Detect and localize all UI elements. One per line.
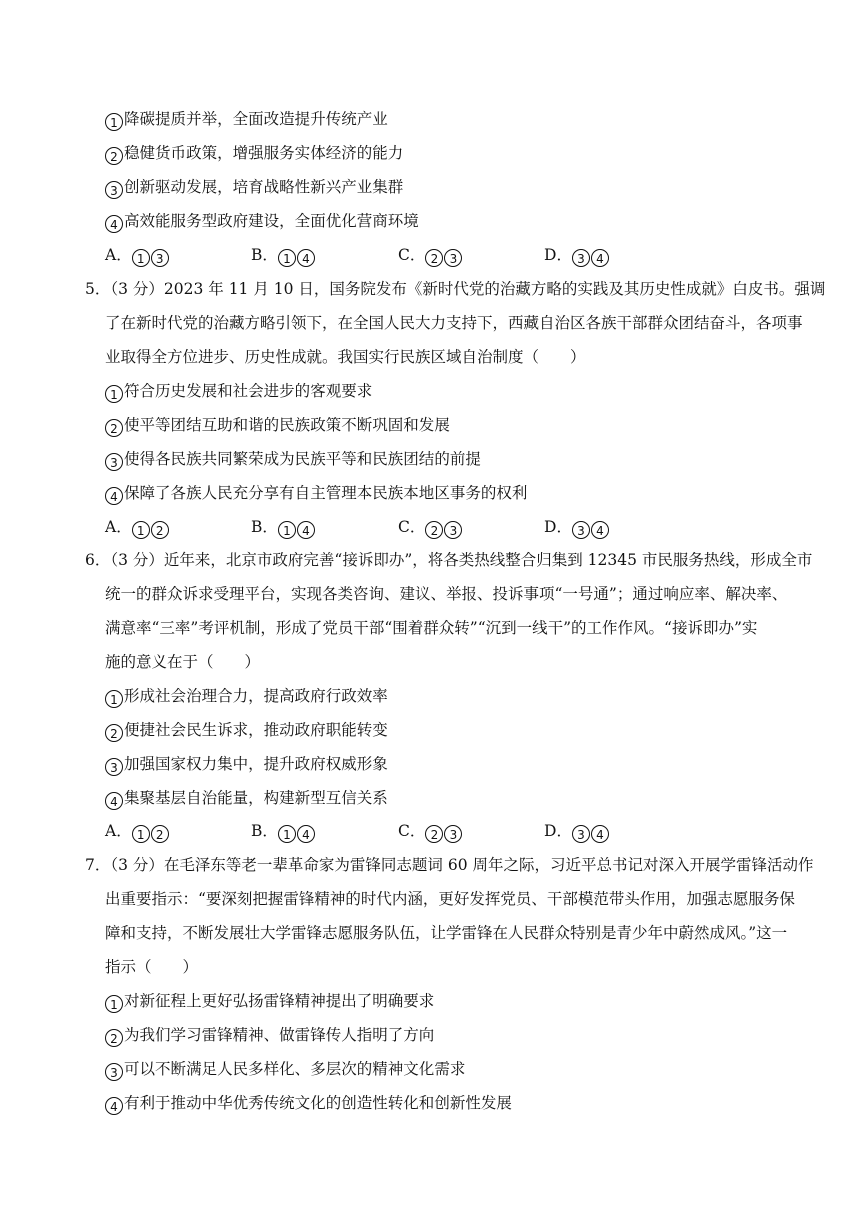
circled-numeral-3: 3 [444,521,462,539]
q5-choice-c: C． 2 3 [398,517,463,539]
circled-numeral-4: 4 [105,792,123,810]
q4-answer-choices [105,245,665,265]
q6-answer-choices [105,821,665,841]
q4-option-3: 3 创新驱动发展，培育战略性新兴产业集群 [105,177,403,199]
q7-option-3: 3 可以不断满足人民多样化、多层次的精神文化需求 [105,1059,465,1081]
q6-stem-line-2: 统一的群众诉求受理平台，实现各类咨询、建议、举报、投诉事项“一号通”；通过响应率、解决率、 [105,585,788,603]
q7-stem-line-3: 障和支持，不断发展壮大学雷锋志愿服务队伍，让学雷锋在人民群众特别是青少年中蔚然成风。”这一 [105,924,788,942]
q4-option-2: 2 稳健货币政策，增强服务实体经济的能力 [105,143,403,165]
circled-numeral-2: 2 [105,419,123,437]
circled-numeral-1: 1 [105,690,123,708]
circled-numeral-3: 3 [105,453,123,471]
q5-option-2: 2 使平等团结互助和谐的民族政策不断巩固和发展 [105,415,450,437]
q7-stem-line-2: 出重要指示：“要深刻把握雷锋精神的时代内涵，更好发挥党员、干部模范带头作用，加强志愿服务保 [105,890,795,908]
q4-choice-d: D． 3 4 [544,245,610,267]
q5-choice-b: B． 1 4 [251,517,316,539]
circled-numeral-4: 4 [105,1097,123,1115]
circled-numeral-2: 2 [425,521,443,539]
q6-stem-line-1: 6．（3 分）近年来，北京市政府完善“接诉即办”，将各类热线整合归集到 12345 市民服务热线，形成全市 [85,551,813,569]
q6-option-4: 4 集聚基层自治能量，构建新型互信关系 [105,788,388,810]
circled-numeral-4: 4 [105,215,123,233]
circled-numeral-2: 2 [425,825,443,843]
circled-numeral-4: 4 [297,249,315,267]
q7-option-2: 2 为我们学习雷锋精神、做雷锋传人指明了方向 [105,1025,434,1047]
q7-option-4: 4 有利于推动中华优秀传统文化的创造性转化和创新性发展 [105,1093,512,1115]
circled-numeral-2: 2 [151,825,169,843]
q5-option-3: 3 使得各民族共同繁荣成为民族平等和民族团结的前提 [105,449,481,471]
q6-option-3: 3 加强国家权力集中，提升政府权威形象 [105,754,388,776]
circled-numeral-3: 3 [444,249,462,267]
q6-stem-line-3: 满意率“三率”考评机制，形成了党员干部“围着群众转”“沉到一线干”的工作作风。“接诉即办”实 [105,619,758,637]
circled-numeral-4: 4 [591,825,609,843]
circled-numeral-4: 4 [297,825,315,843]
q4-choice-c: C． 2 3 [398,245,463,267]
circled-numeral-2: 2 [425,249,443,267]
q7-stem-line-1: 7．（3 分）在毛泽东等老一辈革命家为雷锋同志题词 60 周年之际，习近平总书记对深入开展学雷锋活动作 [85,856,814,874]
q5-option-1: 1 符合历史发展和社会进步的客观要求 [105,381,372,403]
circled-numeral-1: 1 [105,995,123,1013]
q6-choice-c: C． 2 3 [398,821,463,843]
circled-numeral-3: 3 [444,825,462,843]
circled-numeral-4: 4 [105,487,123,505]
circled-numeral-3: 3 [572,825,590,843]
circled-numeral-3: 3 [105,1063,123,1081]
circled-numeral-4: 4 [591,249,609,267]
circled-numeral-3: 3 [572,521,590,539]
circled-numeral-1: 1 [132,825,150,843]
circled-numeral-3: 3 [151,249,169,267]
circled-numeral-3: 3 [572,249,590,267]
circled-numeral-3: 3 [105,758,123,776]
circled-numeral-4: 4 [297,521,315,539]
q4-choice-a: A． 1 3 [105,245,170,267]
q6-choice-b: B． 1 4 [251,821,316,843]
q4-choice-b: B． 1 4 [251,245,316,267]
q7-stem-line-4: 指示（ ） [105,958,199,976]
circled-numeral-3: 3 [105,181,123,199]
q5-stem-line-1: 5．（3 分）2023 年 11 月 10 日，国务院发布《新时代党的治藏方略的实践及其历史性成就》白皮书。强调 [85,280,826,298]
circled-numeral-2: 2 [105,1029,123,1047]
circled-numeral-2: 2 [105,147,123,165]
q5-choice-a: A． 1 2 [105,517,170,539]
circled-numeral-2: 2 [151,521,169,539]
circled-numeral-1: 1 [132,521,150,539]
circled-numeral-1: 1 [105,113,123,131]
q6-choice-d: D． 3 4 [544,821,610,843]
q4-option-1: 1 降碳提质并举，全面改造提升传统产业 [105,109,388,131]
q5-option-4: 4 保障了各族人民充分享有自主管理本民族本地区事务的权利 [105,483,527,505]
q5-choice-d: D． 3 4 [544,517,610,539]
circled-numeral-4: 4 [591,521,609,539]
q5-answer-choices [105,517,665,537]
circled-numeral-1: 1 [132,249,150,267]
q5-stem-line-2: 了在新时代党的治藏方略引领下，在全国人民大力支持下，西藏自治区各族干部群众团结奋斗，各项事 [105,314,803,332]
q5-stem-line-3: 业取得全方位进步、历史性成就。我国实行民族区域自治制度（ ） [105,348,586,366]
q6-option-1: 1 形成社会治理合力，提高政府行政效率 [105,686,388,708]
circled-numeral-2: 2 [105,724,123,742]
q6-stem-line-4: 施的意义在于（ ） [105,653,261,671]
q6-option-2: 2 便捷社会民生诉求，推动政府职能转变 [105,720,388,742]
q7-option-1: 1 对新征程上更好弘扬雷锋精神提出了明确要求 [105,991,434,1013]
circled-numeral-1: 1 [278,825,296,843]
q4-option-4: 4 高效能服务型政府建设，全面优化营商环境 [105,211,419,233]
circled-numeral-1: 1 [105,385,123,403]
circled-numeral-1: 1 [278,521,296,539]
circled-numeral-1: 1 [278,249,296,267]
q6-choice-a: A． 1 2 [105,821,170,843]
